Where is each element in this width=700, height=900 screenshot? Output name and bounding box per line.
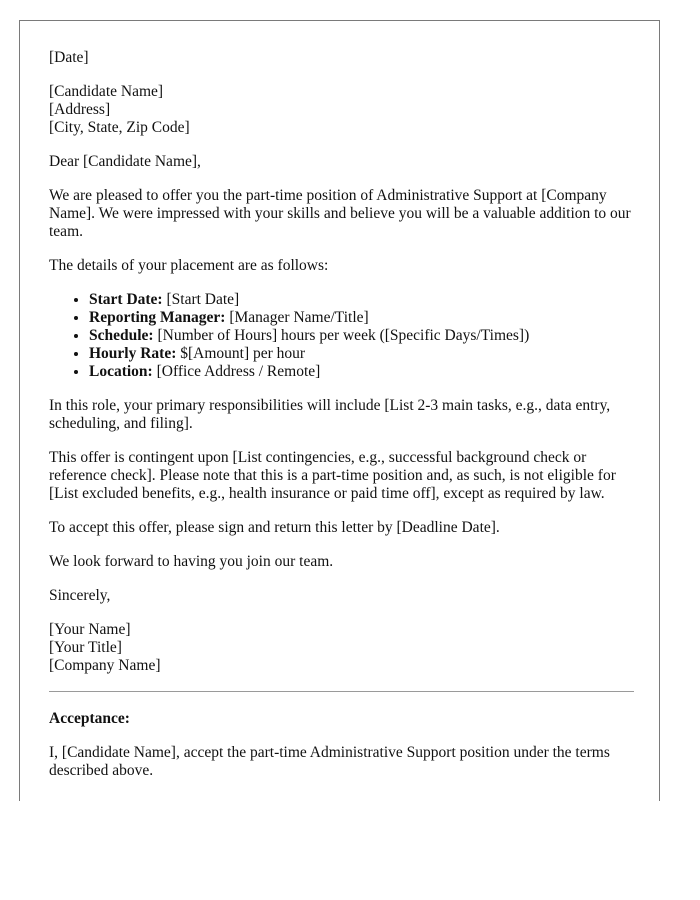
salutation: Dear [Candidate Name], [49, 153, 201, 170]
detail-value: [Start Date] [162, 291, 240, 308]
contingency-paragraph: This offer is contingent upon [List contingencies, e.g., successful background check or reference check]. Please note that this is a part-time position and, as such, is not eligible for [List excluded benefits, e.g., health insurance or paid time off], except as required by law. [49, 449, 616, 502]
letter-content [49, 49, 634, 796]
intro-paragraph: We are pleased to offer you the part-time position of Administrative Support at [Company Name]. We were impressed with your skills and believe you will be a valuable addition to our team. [49, 187, 631, 240]
sender-company: [Company Name] [49, 657, 161, 674]
letter-date: [Date] [49, 49, 89, 66]
detail-item-reporting-manager [89, 309, 634, 327]
acceptance-heading: Acceptance: [49, 710, 130, 727]
detail-value: [Manager Name/Title] [225, 309, 369, 326]
detail-value: $[Amount] per hour [176, 345, 306, 362]
recipient-city-state-zip: [City, State, Zip Code] [49, 119, 190, 136]
detail-label: Location: [89, 363, 153, 380]
detail-label: Schedule: [89, 327, 154, 344]
accept-instructions: To accept this offer, please sign and return this letter by [Deadline Date]. [49, 519, 500, 536]
recipient-address: [Address] [49, 101, 111, 118]
detail-label: Hourly Rate: [89, 345, 177, 362]
letter-page [19, 20, 660, 801]
sender-title: [Your Title] [49, 639, 122, 656]
detail-item-location [89, 363, 634, 381]
detail-label: Start Date: [89, 291, 163, 308]
signoff: Sincerely, [49, 587, 111, 604]
detail-value: [Office Address / Remote] [152, 363, 321, 380]
recipient-block [49, 83, 634, 137]
detail-item-schedule [89, 327, 634, 345]
details-list [49, 291, 634, 381]
closing-line: We look forward to having you join our team. [49, 553, 334, 570]
sender-block [49, 621, 634, 675]
sender-name: [Your Name] [49, 621, 131, 638]
recipient-name: [Candidate Name] [49, 83, 164, 100]
acceptance-divider [49, 691, 634, 692]
detail-value: [Number of Hours] hours per week ([Specific Days/Times]) [153, 327, 530, 344]
responsibilities-paragraph: In this role, your primary responsibilities will include [List 2-3 main tasks, e.g., data entry, scheduling, and filing]. [49, 397, 611, 432]
acceptance-text: I, [Candidate Name], accept the part-time Administrative Support position under the terms described above. [49, 744, 610, 779]
detail-item-start-date [89, 291, 634, 309]
detail-item-hourly-rate [89, 345, 634, 363]
detail-label: Reporting Manager: [89, 309, 226, 326]
details-intro: The details of your placement are as follows: [49, 257, 329, 274]
